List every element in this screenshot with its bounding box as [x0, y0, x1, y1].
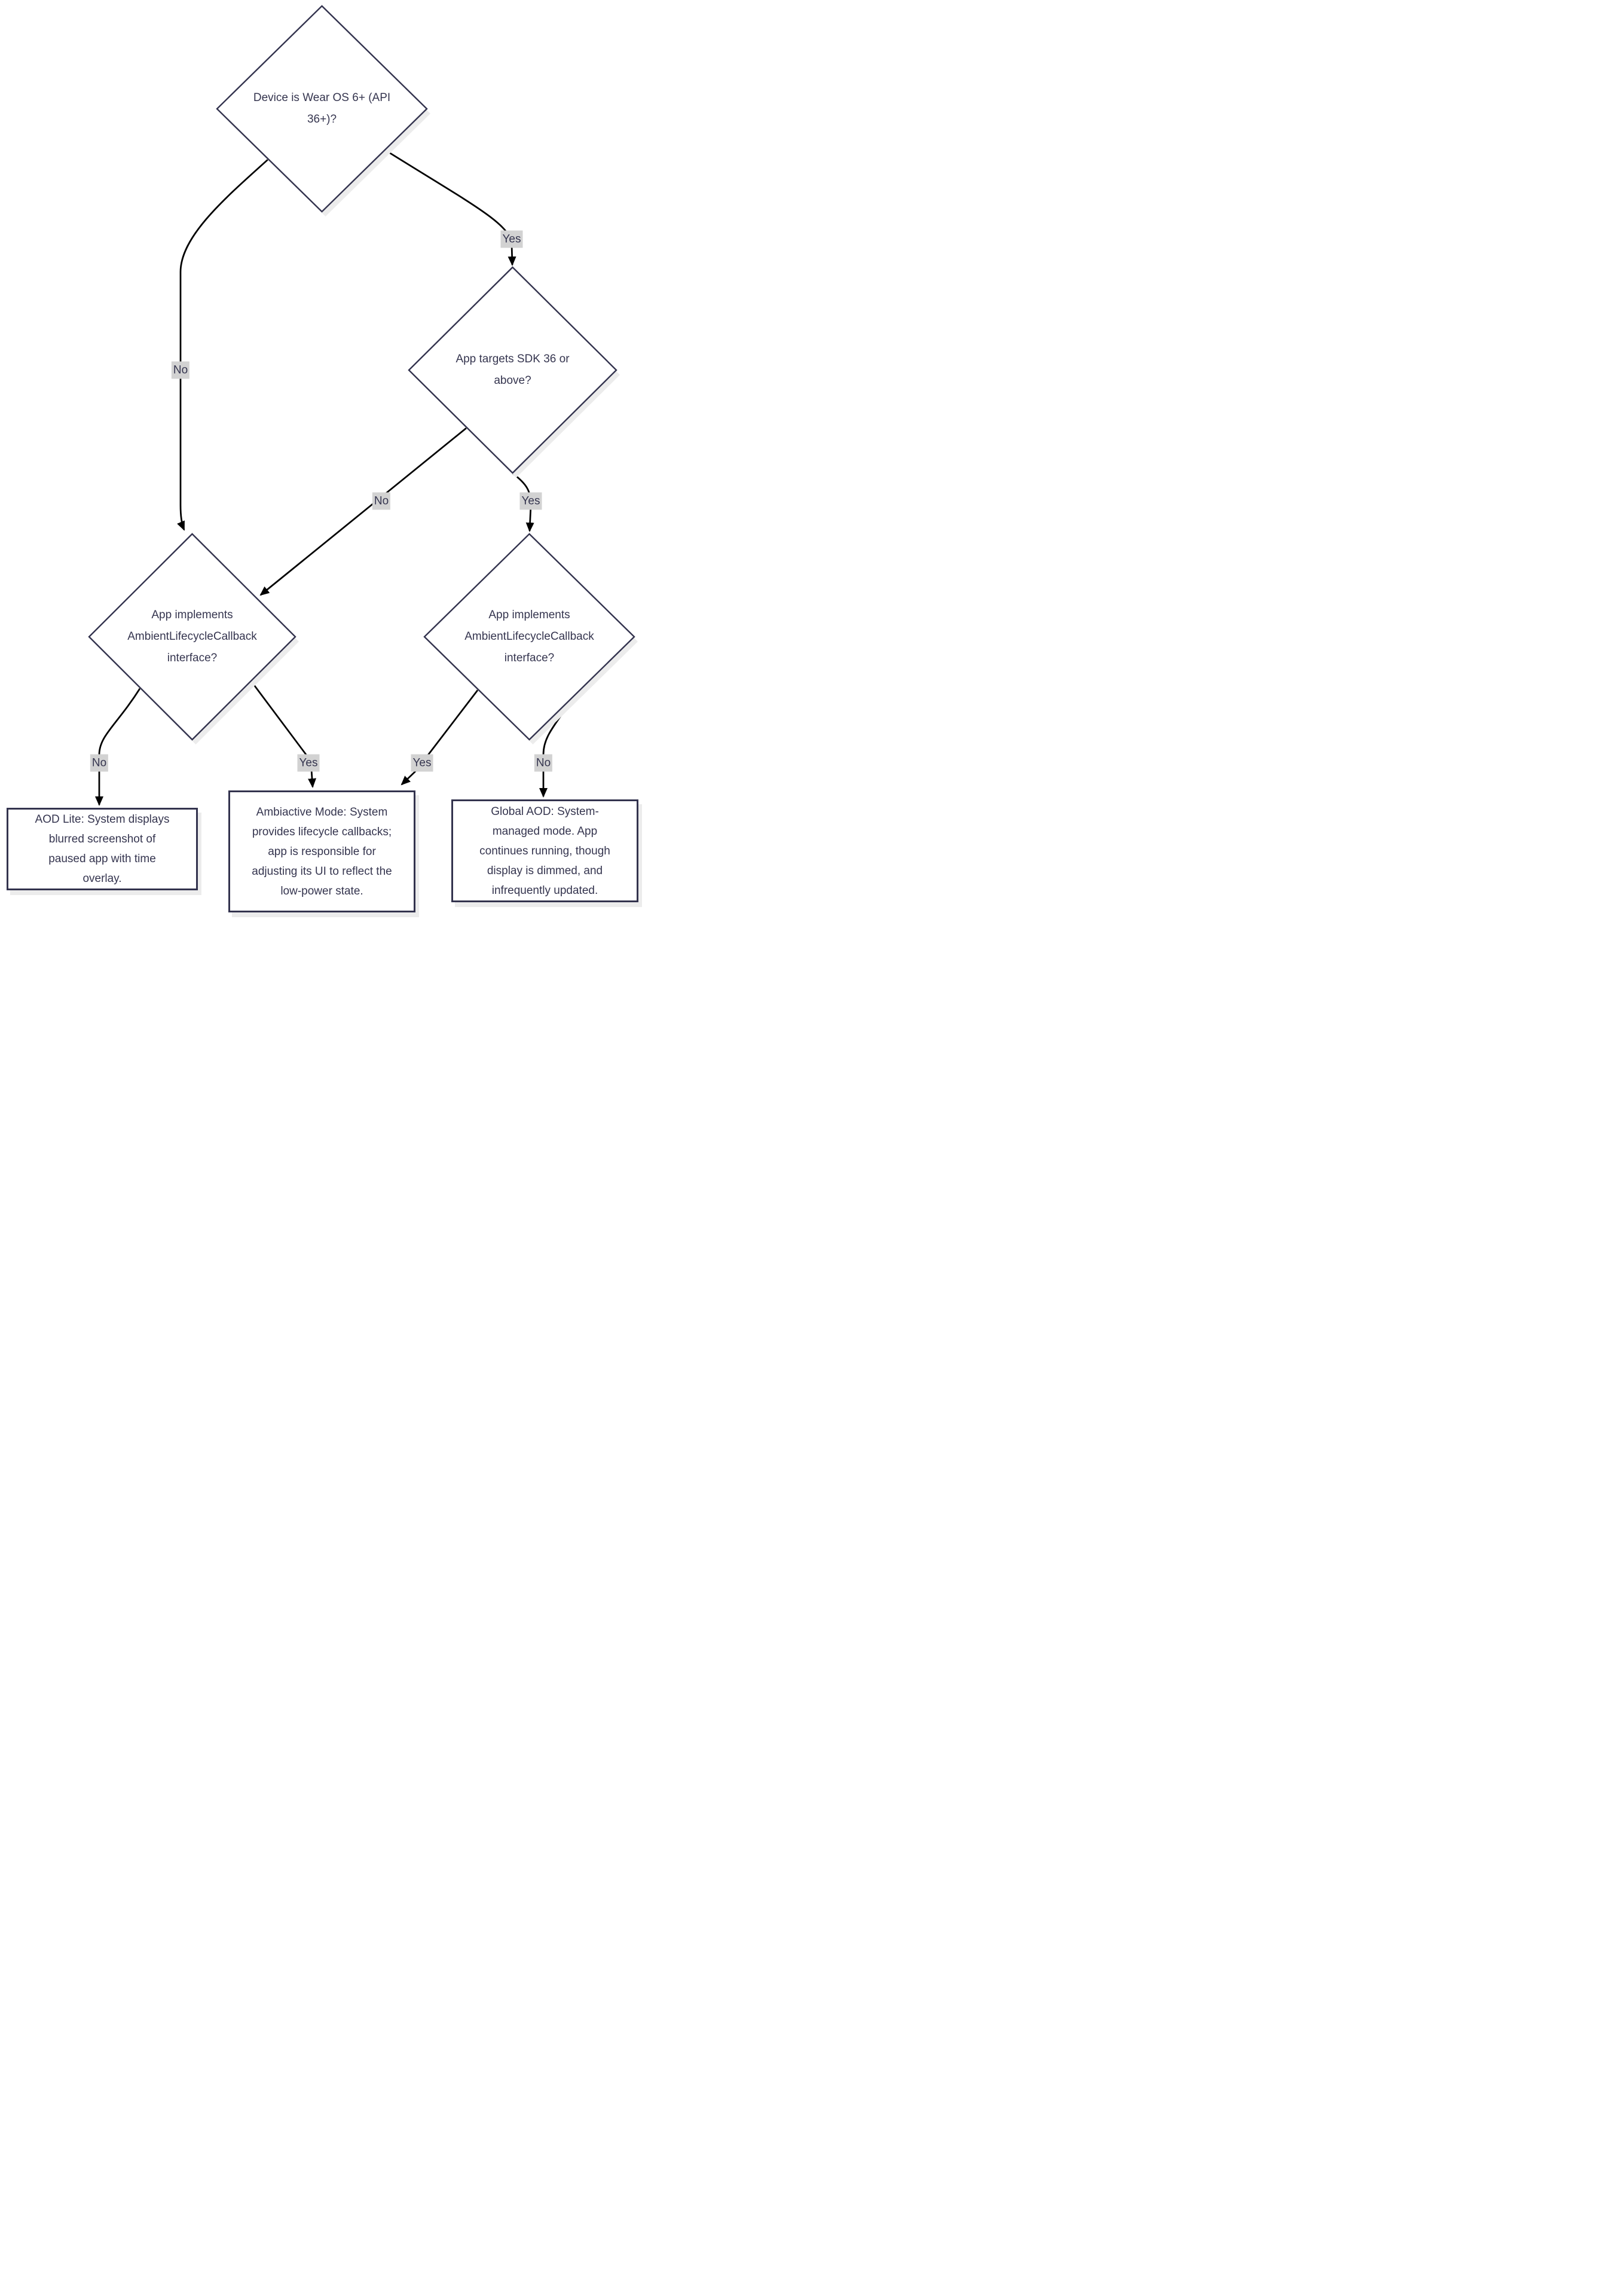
edge-label-no-d4-r3: No	[534, 755, 552, 772]
edge-label-yes-d2-d4: Yes	[520, 493, 542, 510]
edges-and-shapes-layer	[0, 0, 643, 918]
edge-label-no-d2-d3: No	[372, 493, 390, 510]
edge-label-yes-d4-r2: Yes	[411, 755, 433, 772]
edge-label-yes-d3-r2: Yes	[298, 755, 320, 772]
edge-label-no-d3-r1: No	[90, 755, 108, 772]
decision-shape-device-wear-os	[217, 6, 427, 212]
decision-ambient-callback-right: App implements AmbientLifecycleCallback interface?	[464, 609, 594, 664]
result-global-aod: Global AOD: System-managed mode. App continues running, though display is dimmed, and infrequently updated.	[451, 799, 638, 902]
decision-app-targets-sdk36: App targets SDK 36 or above?	[456, 353, 570, 387]
result-aod-lite: AOD Lite: System displays blurred screenshot of paused app with time overlay.	[7, 808, 198, 890]
decision-shape-app-targets-sdk36	[409, 267, 616, 473]
decision-shape-ambient-callback-right	[424, 534, 634, 740]
decision-ambient-callback-left: App implements AmbientLifecycleCallback interface?	[127, 609, 257, 664]
edge-d2-no-to-d3	[261, 428, 466, 595]
decision-shape-ambient-callback-left	[89, 534, 295, 740]
edge-d1-no-to-d3	[181, 160, 268, 530]
decision-device-wear-os: Device is Wear OS 6+ (API 36+)?	[253, 91, 391, 126]
result-ambiactive-mode: Ambiactive Mode: System provides lifecycle callbacks; app is responsible for adjusting its UI to reflect the low-power state.	[228, 790, 415, 912]
edge-d1-yes-to-d2	[386, 151, 512, 265]
edge-label-yes-d1-d2: Yes	[501, 231, 523, 248]
edge-label-no-d1-d3: No	[172, 362, 189, 379]
flowchart-canvas	[0, 0, 643, 918]
edge-d3-no-to-r1	[99, 688, 140, 805]
